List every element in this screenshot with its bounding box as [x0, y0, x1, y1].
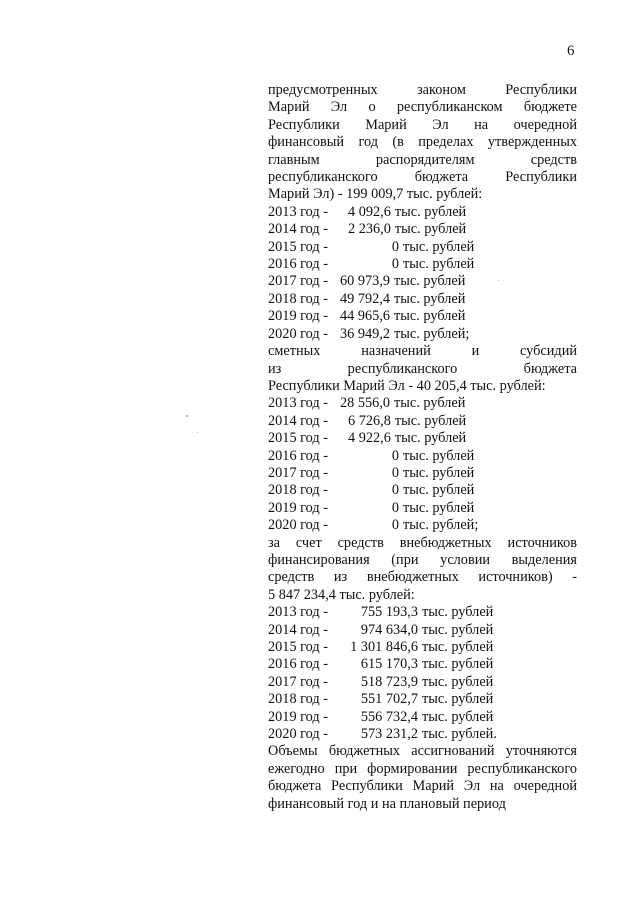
year-unit: тыс. рублей	[394, 203, 467, 220]
year-label: 2016 год -	[268, 656, 329, 673]
intro-paragraph	[268, 82, 577, 204]
year-value: 556 732,4	[360, 708, 418, 725]
year-row	[268, 709, 577, 726]
year-label: 2017 год -	[268, 673, 329, 690]
year-value: 4 922,6	[348, 430, 391, 447]
year-label: 2018 год -	[268, 691, 329, 708]
text-line: финансовый год (в пределах утвержденных	[268, 134, 577, 151]
year-unit: тыс. рублей	[394, 221, 467, 238]
year-label: 2016 год -	[268, 447, 329, 464]
year-label: 2020 год -	[268, 726, 329, 743]
text-line: республиканского бюджета Республики	[268, 169, 577, 186]
year-label: 2013 год -	[268, 395, 329, 412]
year-label: 2015 год -	[268, 639, 329, 655]
year-row	[268, 465, 577, 482]
year-row	[268, 726, 577, 743]
year-value: 518 723,9	[360, 673, 418, 690]
year-label: 2016 год -	[268, 256, 329, 273]
year-row	[268, 639, 577, 656]
year-list-estimates-subsidies	[268, 395, 577, 534]
year-unit: тыс. рублей.	[422, 726, 497, 743]
budget-text-column	[268, 82, 577, 813]
year-unit: тыс. рублей	[422, 639, 494, 655]
year-value: 0	[391, 238, 399, 255]
year-unit: тыс. рублей	[403, 499, 475, 516]
year-row	[268, 448, 577, 465]
year-row	[268, 482, 577, 499]
year-value: 28 556,0	[340, 395, 391, 412]
text-line: Марий Эл о республиканском бюджете	[268, 99, 577, 116]
scan-speck	[186, 415, 188, 417]
text-line: финансирования (при условии выделения	[268, 551, 577, 568]
scan-speck	[498, 280, 499, 281]
year-label: 2020 год -	[268, 325, 329, 342]
year-value: 60 973,9	[340, 273, 391, 290]
text-line: сметных назначений и субсидий	[268, 343, 577, 360]
year-row	[268, 604, 577, 621]
year-label: 2017 год -	[268, 273, 329, 290]
year-value: 0	[391, 499, 399, 516]
text-line: предусмотренных законом Республики	[268, 82, 577, 98]
text-line: бюджета Республики Марий Эл на очередной	[268, 778, 577, 795]
year-unit: тыс. рублей	[394, 430, 467, 447]
estimate-paragraph	[268, 343, 577, 395]
text-line: за счет средств внебюджетных источников	[268, 534, 577, 551]
year-unit: тыс. рублей;	[403, 517, 479, 534]
page-number: 6	[567, 43, 575, 59]
year-unit: тыс. рублей	[394, 290, 466, 307]
text-line: 5 847 234,4 тыс. рублей:	[268, 586, 415, 603]
year-row	[268, 674, 577, 691]
year-value: 551 702,7	[360, 691, 418, 708]
year-unit: тыс. рублей	[422, 673, 494, 690]
year-row	[268, 430, 577, 447]
year-value: 44 965,6	[340, 308, 391, 325]
year-label: 2019 год -	[268, 708, 329, 725]
year-unit: тыс. рублей	[394, 308, 466, 325]
closing-paragraph	[268, 743, 577, 813]
year-unit: тыс. рублей	[403, 238, 475, 255]
year-list-republican-budget	[268, 204, 577, 343]
year-value: 615 170,3	[360, 656, 418, 673]
year-value: 36 949,2	[340, 325, 391, 342]
year-unit: тыс. рублей	[422, 604, 494, 621]
text-line: Объемы бюджетных ассигнований уточняются	[268, 743, 577, 760]
year-unit: тыс. рублей	[403, 482, 475, 499]
year-label: 2014 год -	[268, 621, 329, 638]
year-row	[268, 308, 577, 325]
year-row	[268, 256, 577, 273]
year-unit: тыс. рублей	[403, 464, 475, 481]
year-row	[268, 413, 577, 430]
year-row	[268, 291, 577, 308]
year-label: 2015 год -	[268, 238, 329, 255]
year-value: 0	[391, 482, 399, 499]
year-value: 573 231,2	[360, 726, 418, 743]
year-label: 2019 год -	[268, 308, 329, 325]
text-line: главным распорядителям средств	[268, 151, 577, 168]
year-label: 2020 год -	[268, 517, 329, 534]
year-row	[268, 622, 577, 639]
text-line: из республиканского бюджета	[268, 360, 577, 377]
year-row	[268, 204, 577, 221]
year-value: 0	[391, 447, 399, 464]
year-list-extra-budget	[268, 604, 577, 743]
year-unit: тыс. рублей	[422, 708, 494, 725]
year-row	[268, 239, 577, 256]
year-value: 2 236,0	[348, 221, 391, 238]
year-row	[268, 273, 577, 290]
year-row	[268, 517, 577, 534]
year-value: 974 634,0	[360, 621, 418, 638]
year-value: 49 792,4	[340, 290, 391, 307]
year-label: 2014 год -	[268, 412, 329, 429]
text-line: финансовый год и на плановый период	[268, 795, 506, 812]
year-label: 2017 год -	[268, 464, 329, 481]
year-unit: тыс. рублей	[403, 256, 475, 273]
year-label: 2013 год -	[268, 604, 329, 621]
year-value: 0	[391, 256, 399, 273]
text-line: Марий Эл) - 199 009,7 тыс. рублей:	[268, 186, 483, 203]
year-unit: тыс. рублей	[422, 621, 494, 638]
year-value: 4 092,6	[348, 203, 391, 220]
year-unit: тыс. рублей	[422, 656, 494, 673]
year-label: 2013 год -	[268, 203, 329, 220]
year-label: 2018 год -	[268, 482, 329, 499]
year-label: 2014 год -	[268, 221, 329, 238]
year-row	[268, 326, 577, 343]
year-value: 755 193,3	[360, 604, 418, 621]
year-unit: тыс. рублей	[394, 412, 467, 429]
year-value: 6 726,8	[348, 412, 391, 429]
year-row	[268, 691, 577, 708]
year-unit: тыс. рублей	[394, 273, 466, 290]
text-line: Республики Марий Эл на очередной	[268, 116, 577, 133]
year-value: 0	[391, 464, 399, 481]
text-line: ежегодно при формировании республиканского	[268, 760, 577, 777]
scan-speck	[197, 432, 198, 433]
text-line: средств из внебюджетных источников) -	[268, 569, 577, 586]
year-unit: тыс. рублей	[422, 691, 494, 708]
extra-budget-paragraph	[268, 535, 577, 605]
year-value: 0	[391, 517, 399, 534]
year-value: 1 301 846,6	[350, 639, 418, 655]
year-unit: тыс. рублей	[403, 447, 475, 464]
year-unit: тыс. рублей	[394, 395, 466, 412]
year-label: 2019 год -	[268, 499, 329, 516]
year-row	[268, 500, 577, 517]
year-label: 2018 год -	[268, 290, 329, 307]
text-line: Республики Марий Эл - 40 205,4 тыс. рублей:	[268, 377, 546, 394]
year-row	[268, 395, 577, 412]
year-unit: тыс. рублей;	[394, 325, 470, 342]
year-label: 2015 год -	[268, 430, 329, 447]
year-row	[268, 221, 577, 238]
year-row	[268, 656, 577, 673]
